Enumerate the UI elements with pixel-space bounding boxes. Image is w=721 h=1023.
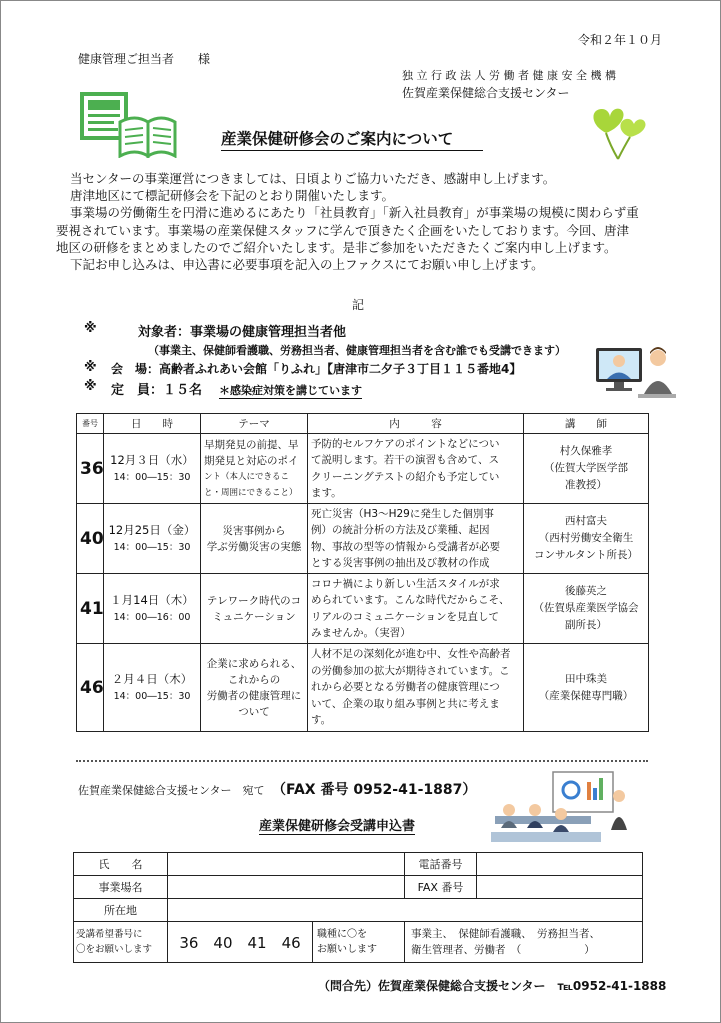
form-row-address bbox=[74, 899, 643, 922]
session-time: 14：00―15：30 bbox=[113, 541, 191, 553]
capacity-note: ＊感染症対策を講じています bbox=[219, 384, 362, 397]
intro-p4: 下記お申し込みは、申込書に必要事項を記入の上ファクスにてお願い申し上げます。 bbox=[70, 257, 544, 273]
session-time: 14：00―16：00 bbox=[113, 611, 191, 623]
table-row bbox=[77, 574, 649, 644]
session-date: 12月25日（金） bbox=[108, 522, 196, 537]
address-label: 所在地 bbox=[74, 899, 168, 922]
company-label: 事業場名 bbox=[74, 876, 168, 899]
wish-label-line: 〇をお願いします bbox=[76, 944, 153, 955]
theme-line: 期発見と対応のポイ bbox=[204, 454, 299, 467]
target-mark: ※ bbox=[84, 321, 97, 336]
schedule-header-row bbox=[77, 414, 649, 434]
header-number: 番号 bbox=[77, 414, 104, 434]
content-line: みませんか。（実習） bbox=[311, 627, 411, 639]
lecturer-line: コンサルタント所長） bbox=[533, 549, 639, 561]
session-lecturer bbox=[524, 434, 649, 504]
header-content: 内 容 bbox=[308, 414, 524, 434]
lecturer-line: （西村労働安全衛生 bbox=[538, 532, 634, 544]
session-content bbox=[308, 644, 524, 732]
role-label-line: 職種に〇を bbox=[317, 929, 367, 940]
fax-field[interactable] bbox=[477, 876, 643, 899]
session-lecturer bbox=[524, 644, 649, 732]
session-date: 12月３日（水） bbox=[110, 452, 194, 467]
theme-line: ント（本人にできるこ bbox=[204, 471, 290, 482]
heart-leaves-icon bbox=[588, 103, 650, 165]
header-datetime: 日 時 bbox=[104, 414, 201, 434]
content-line: いて、企業の取り組み事例と共に考えま bbox=[311, 697, 500, 710]
header-theme: テーマ bbox=[201, 414, 308, 434]
target-note: （事業主、保健師看護職、労務担当者、健康管理担当者を含む誰でも受講できます） bbox=[148, 344, 566, 357]
session-date: ２月４日（木） bbox=[111, 671, 193, 686]
session-date: １月14日（木） bbox=[110, 592, 194, 607]
fax-number: （FAX 番号 0952-41-1887） bbox=[272, 782, 477, 798]
center-name: 佐賀産業保健総合支援センター bbox=[402, 86, 570, 100]
addressee: 健康管理ご担当者 様 bbox=[78, 52, 211, 66]
theme-line: 早期発見の前提、早 bbox=[204, 438, 299, 451]
lecturer-line: 副所長） bbox=[565, 619, 607, 631]
application-form bbox=[73, 852, 643, 963]
content-line: められています。こんな時代だからこそ、 bbox=[311, 594, 510, 606]
session-time: 14：00―15：30 bbox=[113, 690, 191, 702]
send-to: 佐賀産業保健総合支援センター 宛て bbox=[78, 784, 265, 797]
lecturer-line: （産業保健専門職） bbox=[538, 689, 634, 702]
form-title: 産業保健研修会受講申込書 bbox=[259, 815, 415, 835]
table-row bbox=[77, 644, 649, 732]
session-datetime bbox=[104, 644, 201, 732]
intro-p3b: 要視されています。事業場の産業保健スタッフに学んで頂きたく企画をいたしております。今回、唐津 bbox=[56, 222, 630, 238]
lecturer-line: 田中珠美 bbox=[565, 672, 607, 685]
target-label: 対象者：事業場の健康管理担当者他 bbox=[138, 325, 347, 340]
theme-line: ミュニケーション bbox=[212, 610, 296, 623]
lecturer-line: （佐賀大学医学部 bbox=[544, 462, 628, 474]
content-line: 予防的セルフケアのポイントなどについ bbox=[311, 437, 500, 450]
name-label: 氏 名 bbox=[74, 853, 168, 876]
role-choices[interactable] bbox=[405, 922, 643, 963]
name-field[interactable] bbox=[168, 853, 405, 876]
intro-p3a: 事業場の労働衛生を円滑に進めるにあたり「社員教育」「新入社員教育」が事業場の規模に関わらず重 bbox=[70, 205, 639, 221]
role-label bbox=[313, 922, 405, 963]
content-line: ます。 bbox=[311, 487, 342, 499]
intro-p3c: 地区の研修をまとめましたのでご紹介いたします。是非ご参加をいただきたくご案内申し上げます。 bbox=[56, 239, 617, 255]
session-content bbox=[308, 434, 524, 504]
header-lecturer: 講 師 bbox=[524, 414, 649, 434]
org-name: 独 立 行 政 法 人 労 働 者 健 康 安 全 機 構 bbox=[402, 69, 616, 82]
session-theme bbox=[201, 574, 308, 644]
theme-line: ついて bbox=[238, 705, 270, 718]
theme-line: 労働者の健康管理に bbox=[206, 689, 302, 702]
capacity-label: 定 員：１５名 bbox=[111, 383, 203, 398]
form-row-company bbox=[74, 876, 643, 899]
theme-line: これからの bbox=[227, 673, 281, 686]
session-number: 46 bbox=[77, 644, 104, 732]
intro-p2: 唐津地区にて標記研修会を下記のとおり開催いたします。 bbox=[70, 188, 395, 204]
session-content bbox=[308, 574, 524, 644]
content-line: て説明します。若干の演習も含めて、ス bbox=[311, 454, 499, 466]
session-lecturer bbox=[524, 504, 649, 574]
content-line: の労働参加の拡大が期待されています。こ bbox=[311, 664, 510, 677]
fax-label: FAX 番号 bbox=[405, 876, 477, 899]
web-meeting-illustration bbox=[594, 342, 676, 412]
session-time: 14：00―15：30 bbox=[113, 471, 191, 483]
schedule-table bbox=[76, 413, 649, 732]
intro-p1: 当センターの事業運営につきましては、日頃よりご協力いただき、感謝申し上げます。 bbox=[70, 171, 556, 186]
venue-mark: ※ bbox=[84, 360, 97, 375]
issue-date: 令和２年１０月 bbox=[578, 33, 663, 47]
lecturer-line: 後藤英之 bbox=[565, 585, 607, 597]
wish-label bbox=[74, 922, 168, 963]
form-row-name bbox=[74, 853, 643, 876]
book-icon bbox=[80, 92, 178, 162]
content-line: 人材不足の深刻化が進む中、女性や高齢者 bbox=[311, 648, 511, 661]
lecturer-line: 西村富夫 bbox=[565, 515, 607, 527]
content-line: コロナ禍により新しい生活スタイルが求 bbox=[311, 577, 500, 590]
content-line: クリーニングテストの紹介も予定してい bbox=[311, 470, 500, 483]
session-lecturer bbox=[524, 574, 649, 644]
company-field[interactable] bbox=[168, 876, 405, 899]
theme-line: 企業に求められる、 bbox=[206, 657, 302, 670]
content-line: れから必要となる労働者の健康管理につ bbox=[311, 681, 500, 694]
content-line: 例）の統計分析の方法及び業種、起因 bbox=[311, 524, 490, 536]
lecturer-line: 村久保雅孝 bbox=[559, 445, 613, 457]
session-theme bbox=[201, 434, 308, 504]
contact-info: （問合先）佐賀産業保健総合支援センター ℡0952-41-1888 bbox=[318, 979, 667, 993]
session-number: 36 bbox=[77, 434, 104, 504]
page-title: 産業保健研修会のご案内について bbox=[221, 127, 483, 151]
session-datetime bbox=[104, 574, 201, 644]
lecturer-line: （佐賀県産業医学協会 bbox=[533, 602, 639, 614]
role-choice-line: 衛生管理者、労働者 （ ） bbox=[411, 944, 595, 956]
session-theme bbox=[201, 504, 308, 574]
address-field[interactable] bbox=[168, 899, 643, 922]
table-row bbox=[77, 504, 649, 574]
form-row-choices bbox=[74, 922, 643, 963]
role-label-line: お願いします bbox=[317, 944, 377, 955]
content-line: リアルのコミュニケーションを見直して bbox=[311, 610, 499, 623]
theme-line: 学ぶ労働災害の実態 bbox=[206, 540, 302, 553]
content-line: 物、事故の型等の情報から受講者が必要 bbox=[311, 540, 500, 553]
content-line: とする災害事例の抽出及び教材の作成 bbox=[311, 557, 490, 569]
seminar-illustration bbox=[491, 770, 629, 850]
theme-line: と・周囲にできること） bbox=[204, 487, 298, 498]
capacity-mark: ※ bbox=[84, 379, 97, 394]
session-datetime bbox=[104, 434, 201, 504]
ki-mark: 記 bbox=[352, 298, 365, 312]
table-row bbox=[77, 434, 649, 504]
session-datetime bbox=[104, 504, 201, 574]
phone-label: 電話番号 bbox=[405, 853, 477, 876]
theme-line: テレワーク時代のコ bbox=[206, 594, 302, 607]
intro-text bbox=[56, 170, 676, 273]
venue-label: 会 場：高齢者ふれあい会館「りふれ」【唐津市二夕子３丁目１１５番地4】 bbox=[111, 362, 522, 376]
session-number: 40 bbox=[77, 504, 104, 574]
session-content bbox=[308, 504, 524, 574]
cut-line bbox=[76, 760, 648, 762]
role-choice-line: 事業主、 保健師看護職、 労務担当者、 bbox=[411, 928, 600, 940]
session-theme bbox=[201, 644, 308, 732]
wish-label-line: 受講希望番号に bbox=[76, 929, 143, 940]
theme-line: 災害事例から bbox=[222, 524, 286, 537]
lecturer-line: 准教授） bbox=[565, 479, 607, 491]
session-number-choices[interactable]: 36 40 41 46 bbox=[168, 922, 313, 963]
phone-field[interactable] bbox=[477, 853, 643, 876]
content-line: す。 bbox=[311, 714, 332, 727]
session-number: 41 bbox=[77, 574, 104, 644]
content-line: 死亡災害（H3～H29に発生した個別事 bbox=[311, 507, 494, 520]
